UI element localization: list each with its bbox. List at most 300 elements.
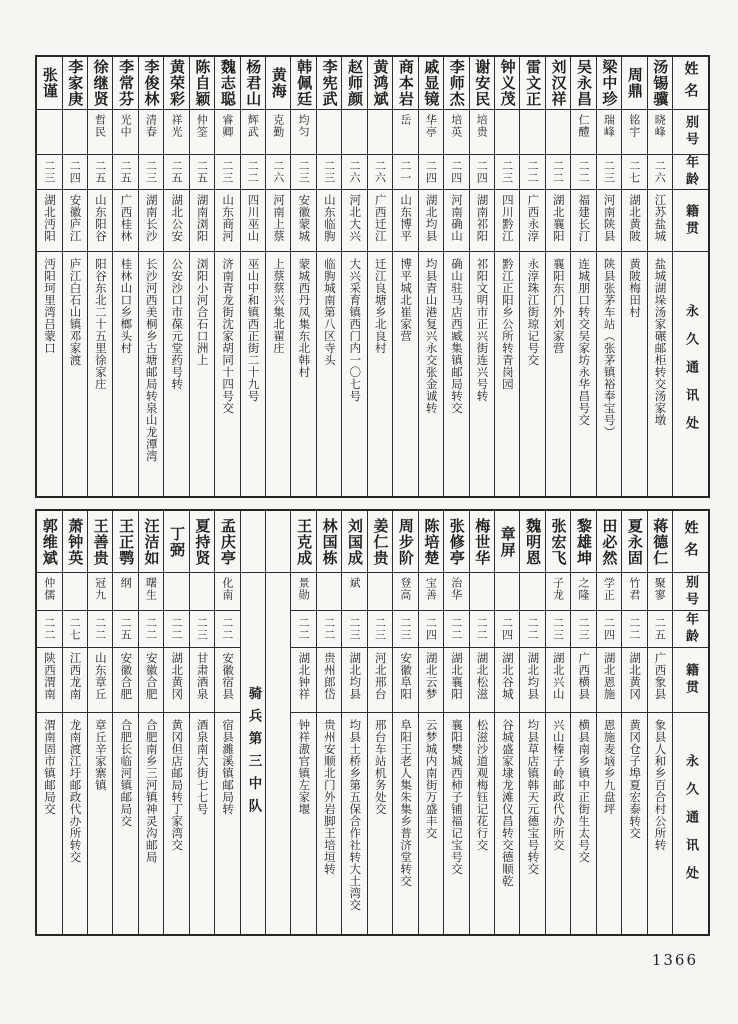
person-name: 陈自颖 bbox=[193, 59, 212, 107]
person-column bbox=[469, 57, 494, 496]
person-alias: 仲筌 bbox=[195, 114, 209, 138]
person-origin: 湖北均县 bbox=[424, 194, 439, 242]
person-name: 梁中珍 bbox=[600, 59, 619, 107]
person-name: 李宪武 bbox=[320, 59, 339, 107]
person-age: 二二 bbox=[93, 617, 107, 641]
person-name: 林国栋 bbox=[320, 517, 339, 566]
person-column bbox=[545, 57, 570, 496]
person-alias: 培英 bbox=[449, 114, 463, 138]
person-name-cell bbox=[88, 57, 112, 110]
person-origin-cell bbox=[444, 190, 468, 252]
person-age-cell bbox=[291, 611, 315, 648]
person-origin: 安徽宿县 bbox=[221, 652, 236, 700]
person-address-cell bbox=[113, 713, 137, 934]
person-age: 二三 bbox=[144, 160, 158, 184]
person-alias: 睿卿 bbox=[220, 114, 234, 138]
person-column bbox=[87, 57, 112, 496]
header-age-cell bbox=[673, 155, 708, 190]
section-name-cell bbox=[266, 511, 290, 573]
person-name-cell bbox=[648, 57, 672, 110]
person-alias-cell bbox=[63, 110, 87, 155]
person-age: 二二 bbox=[144, 617, 158, 641]
person-age-cell bbox=[419, 155, 443, 190]
person-alias: 瑞峰 bbox=[602, 114, 616, 138]
person-name: 魏明恩 bbox=[524, 517, 543, 566]
person-address-cell bbox=[88, 713, 112, 934]
person-address-cell bbox=[317, 252, 341, 496]
person-age-cell bbox=[139, 155, 163, 190]
person-origin: 湖北钟祥 bbox=[297, 652, 312, 700]
person-column bbox=[163, 57, 188, 496]
person-age: 二二 bbox=[42, 617, 56, 641]
person-address: 钟祥滶官镇左家堰 bbox=[297, 719, 312, 815]
person-age: 二三 bbox=[602, 160, 616, 184]
person-name: 张谨 bbox=[40, 67, 59, 99]
header-address-cell bbox=[673, 252, 708, 496]
person-name: 夏永固 bbox=[625, 517, 644, 566]
person-origin-cell bbox=[546, 190, 570, 252]
person-name-cell bbox=[444, 511, 468, 573]
person-address-cell bbox=[470, 252, 494, 496]
person-alias-cell bbox=[63, 573, 87, 611]
person-age-cell bbox=[241, 155, 265, 190]
person-address-cell bbox=[215, 252, 239, 496]
person-address: 横县南乡镇中正街生太号交 bbox=[577, 719, 592, 863]
person-name-cell bbox=[393, 57, 417, 110]
person-origin-cell bbox=[571, 648, 595, 713]
person-address-cell bbox=[495, 252, 519, 496]
person-origin-cell bbox=[648, 190, 672, 252]
person-origin: 湖北兴山 bbox=[551, 652, 566, 700]
person-alias-cell bbox=[470, 573, 494, 611]
person-name-cell bbox=[113, 57, 137, 110]
person-age: 二四 bbox=[500, 617, 514, 641]
person-age-cell bbox=[317, 611, 341, 648]
person-name-cell bbox=[291, 57, 315, 110]
person-age-cell bbox=[342, 611, 366, 648]
person-origin-cell bbox=[317, 190, 341, 252]
person-alias-cell bbox=[139, 110, 163, 155]
person-column bbox=[545, 511, 570, 934]
person-address: 长沙河西美桐乡古塘邮局转泉山龙潭湾 bbox=[144, 258, 159, 462]
person-name-cell bbox=[317, 57, 341, 110]
person-origin-cell bbox=[139, 190, 163, 252]
person-address: 巫山中和镇西正街二十九号 bbox=[246, 258, 261, 402]
person-alias: 登高 bbox=[398, 577, 412, 601]
person-age: 二二 bbox=[449, 617, 463, 641]
person-alias-cell bbox=[597, 110, 621, 155]
person-alias: 之隆 bbox=[576, 577, 590, 601]
person-age-cell bbox=[622, 155, 646, 190]
person-age: 二二 bbox=[576, 160, 590, 184]
person-address: 象县人和乡百合村公所转 bbox=[653, 719, 668, 851]
person-alias: 子龙 bbox=[551, 577, 565, 601]
person-name-cell bbox=[37, 57, 61, 110]
person-name-cell bbox=[164, 57, 188, 110]
person-origin-cell bbox=[164, 190, 188, 252]
person-column bbox=[189, 57, 214, 496]
person-alias-cell bbox=[317, 573, 341, 611]
person-address-cell bbox=[241, 252, 265, 496]
person-origin: 安徽庐江 bbox=[68, 194, 83, 242]
person-alias-cell bbox=[368, 573, 392, 611]
person-column bbox=[290, 57, 315, 496]
person-origin-cell bbox=[266, 190, 290, 252]
person-age-cell bbox=[393, 611, 417, 648]
person-name-cell bbox=[520, 511, 544, 573]
person-address: 邢台车站机务处交 bbox=[373, 719, 388, 815]
person-name-cell bbox=[571, 511, 595, 573]
person-address: 黄陂梅田村 bbox=[628, 258, 643, 318]
person-origin-cell bbox=[520, 648, 544, 713]
person-age: 二四 bbox=[424, 160, 438, 184]
person-age: 二二 bbox=[246, 160, 260, 184]
person-column bbox=[290, 511, 315, 934]
header-alias-label: 别号 bbox=[683, 574, 698, 609]
person-age-cell bbox=[215, 155, 239, 190]
person-alias-cell bbox=[520, 110, 544, 155]
person-address: 黄冈但店邮局转丁家湾交 bbox=[170, 719, 185, 851]
person-alias: 仲儒 bbox=[42, 577, 56, 601]
person-alias: 哲民 bbox=[93, 114, 107, 138]
person-name-cell bbox=[419, 57, 443, 110]
person-age-cell bbox=[520, 611, 544, 648]
person-alias: 治华 bbox=[449, 577, 463, 601]
person-origin-cell bbox=[393, 190, 417, 252]
person-origin-cell bbox=[113, 190, 137, 252]
person-origin-cell bbox=[495, 648, 519, 713]
person-column bbox=[570, 57, 595, 496]
person-address: 恩施麦垴乡九盘坪 bbox=[602, 719, 617, 815]
person-column bbox=[519, 57, 544, 496]
person-origin-cell bbox=[470, 190, 494, 252]
person-column bbox=[37, 57, 61, 496]
person-alias: 培贵 bbox=[475, 114, 489, 138]
person-address-cell bbox=[648, 713, 672, 934]
person-alias-cell bbox=[520, 573, 544, 611]
person-origin: 安徽蒙城 bbox=[297, 194, 312, 242]
person-address-cell bbox=[597, 713, 621, 934]
person-name: 雷文正 bbox=[524, 59, 543, 107]
person-name: 刘国成 bbox=[346, 517, 365, 566]
person-origin-cell bbox=[190, 648, 214, 713]
person-address-cell bbox=[190, 713, 214, 934]
person-alias-cell bbox=[444, 110, 468, 155]
person-column bbox=[519, 511, 544, 934]
person-alias: 克勤 bbox=[271, 114, 285, 138]
person-origin-cell bbox=[241, 190, 265, 252]
person-origin: 安徽合肥 bbox=[144, 652, 159, 700]
person-age-cell bbox=[648, 155, 672, 190]
person-origin-cell bbox=[597, 648, 621, 713]
person-alias: 景勋 bbox=[297, 577, 311, 601]
person-name: 黄鸿斌 bbox=[371, 59, 390, 107]
person-age-cell bbox=[88, 611, 112, 648]
person-address-cell bbox=[291, 252, 315, 496]
person-column bbox=[112, 511, 137, 934]
person-alias: 光中 bbox=[119, 114, 133, 138]
person-age-cell bbox=[190, 611, 214, 648]
person-age-cell bbox=[470, 611, 494, 648]
person-age-cell bbox=[215, 611, 239, 648]
person-address-cell bbox=[597, 252, 621, 496]
person-origin: 河南上蔡 bbox=[271, 194, 286, 242]
person-address-cell bbox=[546, 713, 570, 934]
person-age: 二五 bbox=[119, 160, 133, 184]
person-age-cell bbox=[571, 611, 595, 648]
person-address: 公安沙口市葆元堂药号转 bbox=[170, 258, 185, 390]
person-column bbox=[163, 511, 188, 934]
person-origin: 福建长汀 bbox=[577, 194, 592, 242]
person-name: 王克成 bbox=[295, 517, 314, 566]
person-name-cell bbox=[419, 511, 443, 573]
person-column bbox=[647, 57, 672, 496]
person-name: 李俊林 bbox=[142, 59, 161, 107]
person-name: 周步阶 bbox=[396, 517, 415, 566]
person-age-cell bbox=[342, 155, 366, 190]
person-alias-cell bbox=[291, 573, 315, 611]
person-origin: 河南确山 bbox=[450, 194, 465, 242]
person-name-cell bbox=[241, 57, 265, 110]
person-age: 二三 bbox=[322, 160, 336, 184]
person-column bbox=[469, 511, 494, 934]
header-address-label: 永久通讯处 bbox=[683, 753, 698, 894]
person-origin-cell bbox=[190, 190, 214, 252]
person-origin: 河北邢台 bbox=[373, 652, 388, 700]
person-name: 汤锡骥 bbox=[651, 59, 670, 107]
person-age: 二五 bbox=[119, 617, 133, 641]
section-name-cell bbox=[241, 511, 265, 573]
person-origin: 陕西渭南 bbox=[43, 652, 58, 700]
person-column bbox=[621, 511, 646, 934]
person-alias: 晓峰 bbox=[653, 114, 667, 138]
person-column bbox=[494, 57, 519, 496]
person-name: 郭维斌 bbox=[40, 517, 59, 566]
person-age-cell bbox=[622, 611, 646, 648]
person-alias-cell bbox=[546, 573, 570, 611]
person-address-cell bbox=[571, 713, 595, 934]
person-address: 宿县濉溪镇邮局转 bbox=[221, 719, 236, 815]
person-name: 张修亭 bbox=[447, 517, 466, 566]
person-origin-cell bbox=[368, 648, 392, 713]
person-name-cell bbox=[622, 57, 646, 110]
person-age: 二四 bbox=[602, 617, 616, 641]
person-name-cell bbox=[648, 511, 672, 573]
person-address-cell bbox=[622, 713, 646, 934]
person-alias-cell bbox=[495, 110, 519, 155]
person-address: 黔江正阳乡公所转青岗园 bbox=[500, 258, 515, 390]
person-age-cell bbox=[164, 611, 188, 648]
person-address-cell bbox=[342, 713, 366, 934]
person-age-cell bbox=[113, 611, 137, 648]
person-age: 二三 bbox=[348, 617, 362, 641]
person-origin: 四川巫山 bbox=[246, 194, 261, 242]
person-address: 渭南固市镇邮局交 bbox=[43, 719, 58, 815]
person-address: 合肥长临河镇邮局交 bbox=[119, 719, 134, 827]
person-origin-cell bbox=[291, 190, 315, 252]
person-origin-cell bbox=[37, 648, 61, 713]
person-origin-cell bbox=[393, 648, 417, 713]
section-column bbox=[240, 511, 265, 934]
person-address: 襄阳东门外刘家营 bbox=[551, 258, 566, 354]
person-column bbox=[316, 511, 341, 934]
section-label: 骑兵第三中队 bbox=[245, 686, 262, 821]
person-origin-cell bbox=[419, 648, 443, 713]
person-name-cell bbox=[597, 57, 621, 110]
person-origin: 山东临朐 bbox=[322, 194, 337, 242]
person-age: 二三 bbox=[576, 617, 590, 641]
person-address: 襄阳樊城西柿子铺福记宝号交 bbox=[450, 719, 465, 875]
person-origin: 湖北沔阳 bbox=[43, 194, 58, 242]
person-name: 魏志聪 bbox=[218, 59, 237, 107]
person-address: 桂林山口乡榔头村 bbox=[119, 258, 134, 354]
person-age: 二三 bbox=[373, 617, 387, 641]
person-address-cell bbox=[37, 252, 61, 496]
person-address: 迁江良塘乡北良村 bbox=[373, 258, 388, 354]
person-origin: 安徽合肥 bbox=[119, 652, 134, 700]
person-origin: 湖北恩施 bbox=[602, 652, 617, 700]
person-name: 蒋德仁 bbox=[651, 517, 670, 566]
person-origin-cell bbox=[63, 190, 87, 252]
person-age: 二四 bbox=[424, 617, 438, 641]
person-alias: 宝善 bbox=[424, 577, 438, 601]
person-name: 汪洁如 bbox=[142, 517, 161, 566]
person-name-cell bbox=[88, 511, 112, 573]
person-name-cell bbox=[368, 57, 392, 110]
person-column bbox=[62, 57, 87, 496]
person-name-cell bbox=[342, 511, 366, 573]
person-column bbox=[214, 57, 239, 496]
person-age-cell bbox=[597, 155, 621, 190]
person-origin-cell bbox=[63, 648, 87, 713]
person-age-cell bbox=[597, 611, 621, 648]
person-age: 二四 bbox=[68, 160, 82, 184]
person-age-cell bbox=[546, 155, 570, 190]
person-alias-cell bbox=[444, 573, 468, 611]
person-address-cell bbox=[88, 252, 112, 496]
person-origin: 山东章丘 bbox=[93, 652, 108, 700]
person-name-cell bbox=[495, 57, 519, 110]
person-origin-cell bbox=[37, 190, 61, 252]
person-address: 临朐城南第八区寺头 bbox=[322, 258, 337, 366]
person-origin: 湖北松滋 bbox=[475, 652, 490, 700]
person-age: 二三 bbox=[42, 160, 56, 184]
person-alias-cell bbox=[648, 110, 672, 155]
person-age: 二二 bbox=[526, 160, 540, 184]
section-body-cell bbox=[266, 573, 290, 934]
section-column bbox=[265, 511, 290, 934]
person-age: 二三 bbox=[297, 160, 311, 184]
person-origin-cell bbox=[444, 648, 468, 713]
person-name-cell bbox=[139, 57, 163, 110]
person-alias-cell bbox=[88, 573, 112, 611]
person-age-cell bbox=[546, 611, 570, 648]
person-address-cell bbox=[342, 252, 366, 496]
person-origin: 湖南祁阳 bbox=[475, 194, 490, 242]
person-age: 二一 bbox=[398, 160, 412, 184]
person-column bbox=[596, 511, 621, 934]
person-address: 沔阳珂里湾吕蒙口 bbox=[43, 258, 58, 354]
person-name: 王善贵 bbox=[91, 517, 110, 566]
person-alias-cell bbox=[37, 573, 61, 611]
header-column bbox=[672, 57, 708, 496]
person-address: 陕县张茅车站（张茅镇裕奉宝号） bbox=[602, 258, 617, 438]
person-age: 二三 bbox=[500, 160, 514, 184]
person-age: 二六 bbox=[348, 160, 362, 184]
person-origin-cell bbox=[88, 648, 112, 713]
person-name-cell bbox=[139, 511, 163, 573]
person-name: 丁弼 bbox=[167, 525, 186, 558]
person-address: 永淳珠江街琼记号交 bbox=[526, 258, 541, 366]
person-age-cell bbox=[63, 155, 87, 190]
person-name: 章屏 bbox=[498, 525, 517, 558]
person-alias-cell bbox=[597, 573, 621, 611]
person-age-cell bbox=[444, 155, 468, 190]
person-name: 梅世华 bbox=[473, 517, 492, 566]
person-name-cell bbox=[546, 57, 570, 110]
person-name-cell bbox=[317, 511, 341, 573]
person-address-cell bbox=[190, 252, 214, 496]
person-name: 徐继贤 bbox=[91, 59, 110, 107]
person-origin-cell bbox=[622, 190, 646, 252]
person-name: 戚显镜 bbox=[422, 59, 441, 107]
person-age-cell bbox=[571, 155, 595, 190]
person-origin-cell bbox=[622, 648, 646, 713]
person-name-cell bbox=[342, 57, 366, 110]
person-address-cell bbox=[520, 252, 544, 496]
person-address-cell bbox=[393, 713, 417, 934]
person-age: 二二 bbox=[297, 617, 311, 641]
person-age-cell bbox=[63, 611, 87, 648]
person-name: 吴永昌 bbox=[574, 59, 593, 107]
person-name: 商本岩 bbox=[396, 59, 415, 107]
person-address: 确山驻马店西臧集镇邮局转交 bbox=[450, 258, 465, 414]
person-address-cell bbox=[63, 252, 87, 496]
person-alias: 斌 bbox=[348, 577, 362, 589]
person-name-cell bbox=[63, 57, 87, 110]
person-address: 酒泉南大街七七号 bbox=[195, 719, 210, 815]
person-name-cell bbox=[37, 511, 61, 573]
person-address-cell bbox=[37, 713, 61, 934]
person-name-cell bbox=[368, 511, 392, 573]
person-name-cell bbox=[215, 57, 239, 110]
person-address-cell bbox=[648, 252, 672, 496]
person-age: 二二 bbox=[220, 617, 234, 641]
person-address-cell bbox=[63, 713, 87, 934]
person-address-cell bbox=[419, 713, 443, 934]
person-column bbox=[494, 511, 519, 934]
person-age: 二六 bbox=[653, 160, 667, 184]
person-address: 贵州安顺北门外岩脚王培垣转 bbox=[322, 719, 337, 875]
person-origin: 江苏盐城 bbox=[653, 194, 668, 242]
person-name-cell bbox=[215, 511, 239, 573]
person-alias-cell bbox=[393, 110, 417, 155]
person-origin-cell bbox=[164, 648, 188, 713]
person-origin: 山东商河 bbox=[221, 194, 236, 242]
person-age-cell bbox=[368, 611, 392, 648]
person-origin: 湖北谷城 bbox=[500, 652, 515, 700]
person-origin-cell bbox=[291, 648, 315, 713]
person-age-cell bbox=[393, 155, 417, 190]
person-age-cell bbox=[164, 155, 188, 190]
person-column bbox=[621, 57, 646, 496]
person-address-cell bbox=[419, 252, 443, 496]
person-address: 上蔡蔡兴集北翟庄 bbox=[271, 258, 286, 354]
person-name: 刘汉祥 bbox=[549, 59, 568, 107]
person-origin-cell bbox=[520, 190, 544, 252]
person-age: 二二 bbox=[322, 617, 336, 641]
person-name: 萧钟英 bbox=[66, 517, 85, 566]
